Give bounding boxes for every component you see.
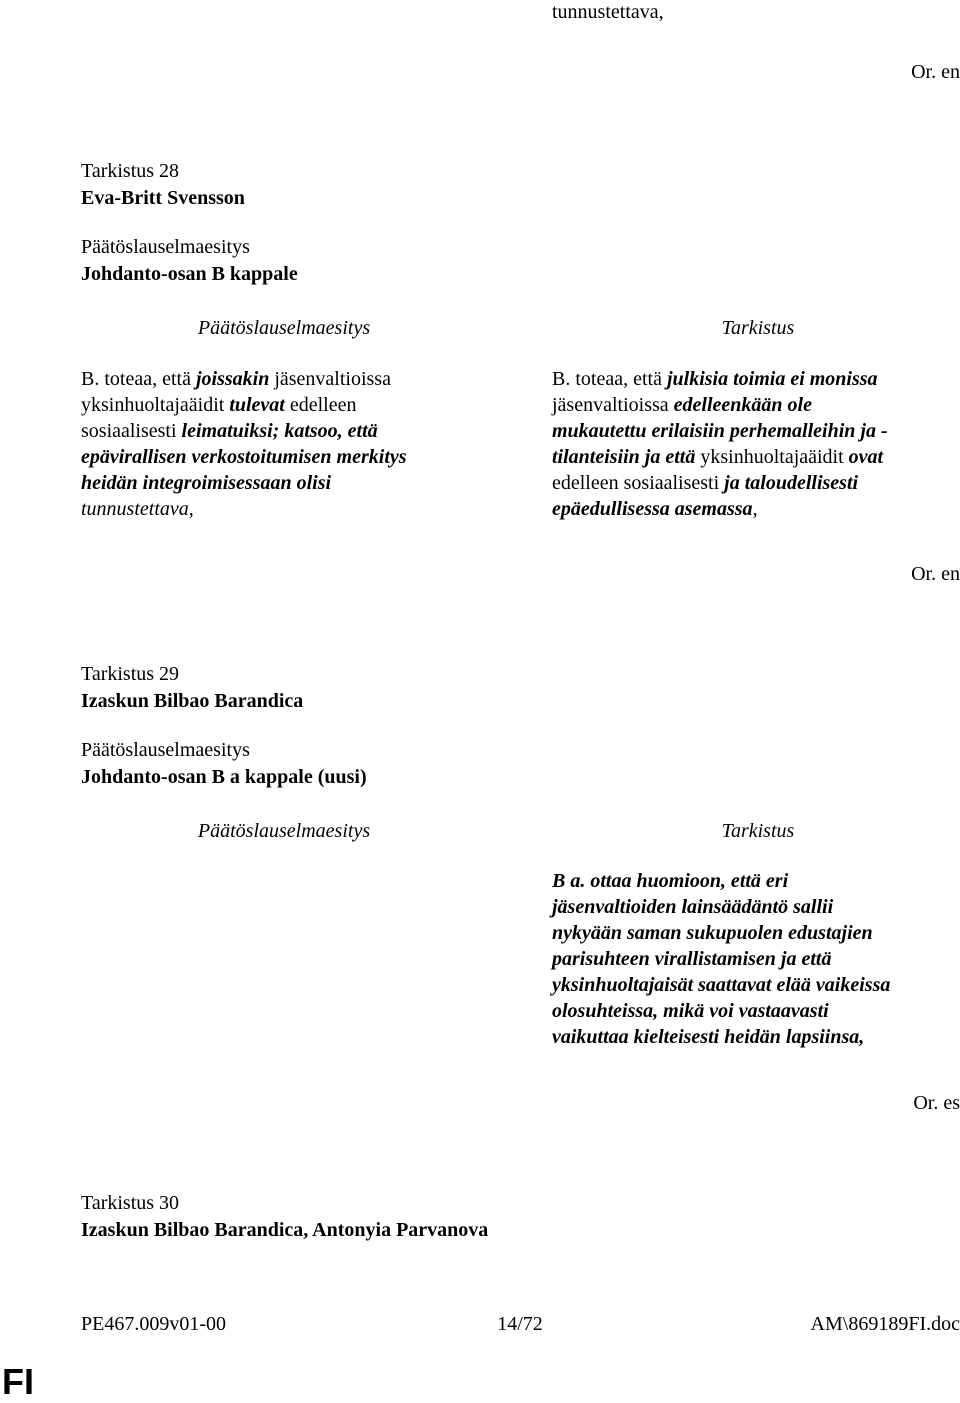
amendment-author: Izaskun Bilbao Barandica, Antonyia Parvanova: [81, 1219, 489, 1241]
text-line: [81, 366, 481, 392]
text-line: [552, 470, 957, 496]
text-line: [552, 444, 957, 470]
text-run: jäsenvaltioissa: [552, 394, 674, 416]
text-run: julkisia toimia ei monissa: [666, 368, 878, 390]
text-run: ja taloudellisesti: [724, 472, 859, 494]
text-run: heidän integroimisessaan olisi: [81, 472, 332, 494]
text-line: [81, 418, 481, 444]
text-run: B a. ottaa huomioon, että eri: [552, 870, 789, 892]
text-line: [552, 920, 957, 946]
text-run: yksinhuoltajaäidit: [695, 446, 849, 468]
amendment-author: Izaskun Bilbao Barandica: [81, 690, 304, 712]
text-line: [552, 496, 957, 522]
text-run: joissakin: [195, 368, 270, 390]
text-run: B. toteaa, että: [552, 368, 667, 390]
text-run: jäsenvaltioiden lainsäädäntö sallii: [552, 896, 834, 918]
text-line: [552, 946, 957, 972]
footer-file-name: AM\869189FI.doc: [810, 1313, 960, 1335]
text-run: leimatuiksi; katsoo, että: [181, 420, 378, 442]
text-line: [552, 868, 957, 894]
text-run: tulevat: [229, 394, 285, 416]
text-run: tunnustettava: [81, 498, 189, 520]
language-mark: FI: [2, 1361, 34, 1402]
footer-doc-ref: PE467.009v01-00: [81, 1313, 226, 1335]
page-top-fragment: tunnustettava,: [552, 1, 664, 23]
text-line: [81, 496, 481, 522]
text-line: [81, 444, 481, 470]
text-line: [552, 972, 957, 998]
column-heading-left: Päätöslauselmaesitys: [197, 820, 371, 842]
amendment-author: Eva-Britt Svensson: [81, 187, 245, 209]
amendment-number: Tarkistus 30: [81, 1192, 180, 1214]
text-run: ,: [188, 498, 194, 520]
text-run: vaikuttaa kielteisesti heidän lapsiinsa,: [552, 1026, 865, 1048]
column-heading-right: Tarkistus: [721, 317, 795, 339]
text-run: edelleen sosiaalisesti: [552, 472, 725, 494]
text-line: [552, 366, 957, 392]
amendment-doc-type: Päätöslauselmaesitys: [81, 739, 250, 761]
text-line: [552, 418, 957, 444]
text-run: olosuhteissa, mikä voi vastaavasti: [552, 1000, 829, 1022]
text-run: epäedullisessa asemassa: [552, 498, 753, 520]
text-run: epävirallisen verkostoitumisen merkitys: [81, 446, 407, 468]
text-run: B. toteaa, että: [81, 368, 196, 390]
column-heading-left: Päätöslauselmaesitys: [197, 317, 371, 339]
amended-text: [552, 366, 957, 522]
text-run: jäsenvaltioissa: [269, 368, 391, 390]
text-line: [81, 470, 481, 496]
amended-text: [552, 868, 957, 1050]
text-run: ovat: [848, 446, 884, 468]
amendment-reference: Johdanto-osan B a kappale (uusi): [81, 766, 367, 788]
text-line: [81, 392, 481, 418]
text-run: tilanteisiin ja että: [552, 446, 696, 468]
text-run: edelleenkään ole: [673, 394, 812, 416]
text-run: sosiaalisesti: [81, 420, 182, 442]
text-run: nykyään saman sukupuolen edustajien: [552, 922, 873, 944]
or-lang-note: Or. en: [911, 61, 960, 83]
text-line: [552, 392, 957, 418]
or-lang-note: Or. es: [913, 1092, 960, 1114]
amendment-number: Tarkistus 28: [81, 160, 180, 182]
or-lang-note: Or. en: [911, 563, 960, 585]
text-run: ,: [752, 498, 758, 520]
text-run: yksinhuoltajaäidit: [81, 394, 230, 416]
amendment-reference: Johdanto-osan B kappale: [81, 263, 298, 285]
text-run: edelleen: [284, 394, 357, 416]
text-run: mukautettu erilaisiin perhemalleihin ja -: [552, 420, 888, 442]
amendment-number: Tarkistus 29: [81, 663, 180, 685]
text-line: [552, 1024, 957, 1050]
text-run: parisuhteen virallistamisen ja että: [552, 948, 832, 970]
original-text: [81, 366, 481, 522]
column-heading-right: Tarkistus: [721, 820, 795, 842]
amendment-doc-type: Päätöslauselmaesitys: [81, 236, 250, 258]
footer-page-number: 14/72: [497, 1313, 543, 1335]
text-line: [552, 998, 957, 1024]
text-run: yksinhuoltajaisät saattavat elää vaikeissa: [552, 974, 891, 996]
text-line: [552, 894, 957, 920]
